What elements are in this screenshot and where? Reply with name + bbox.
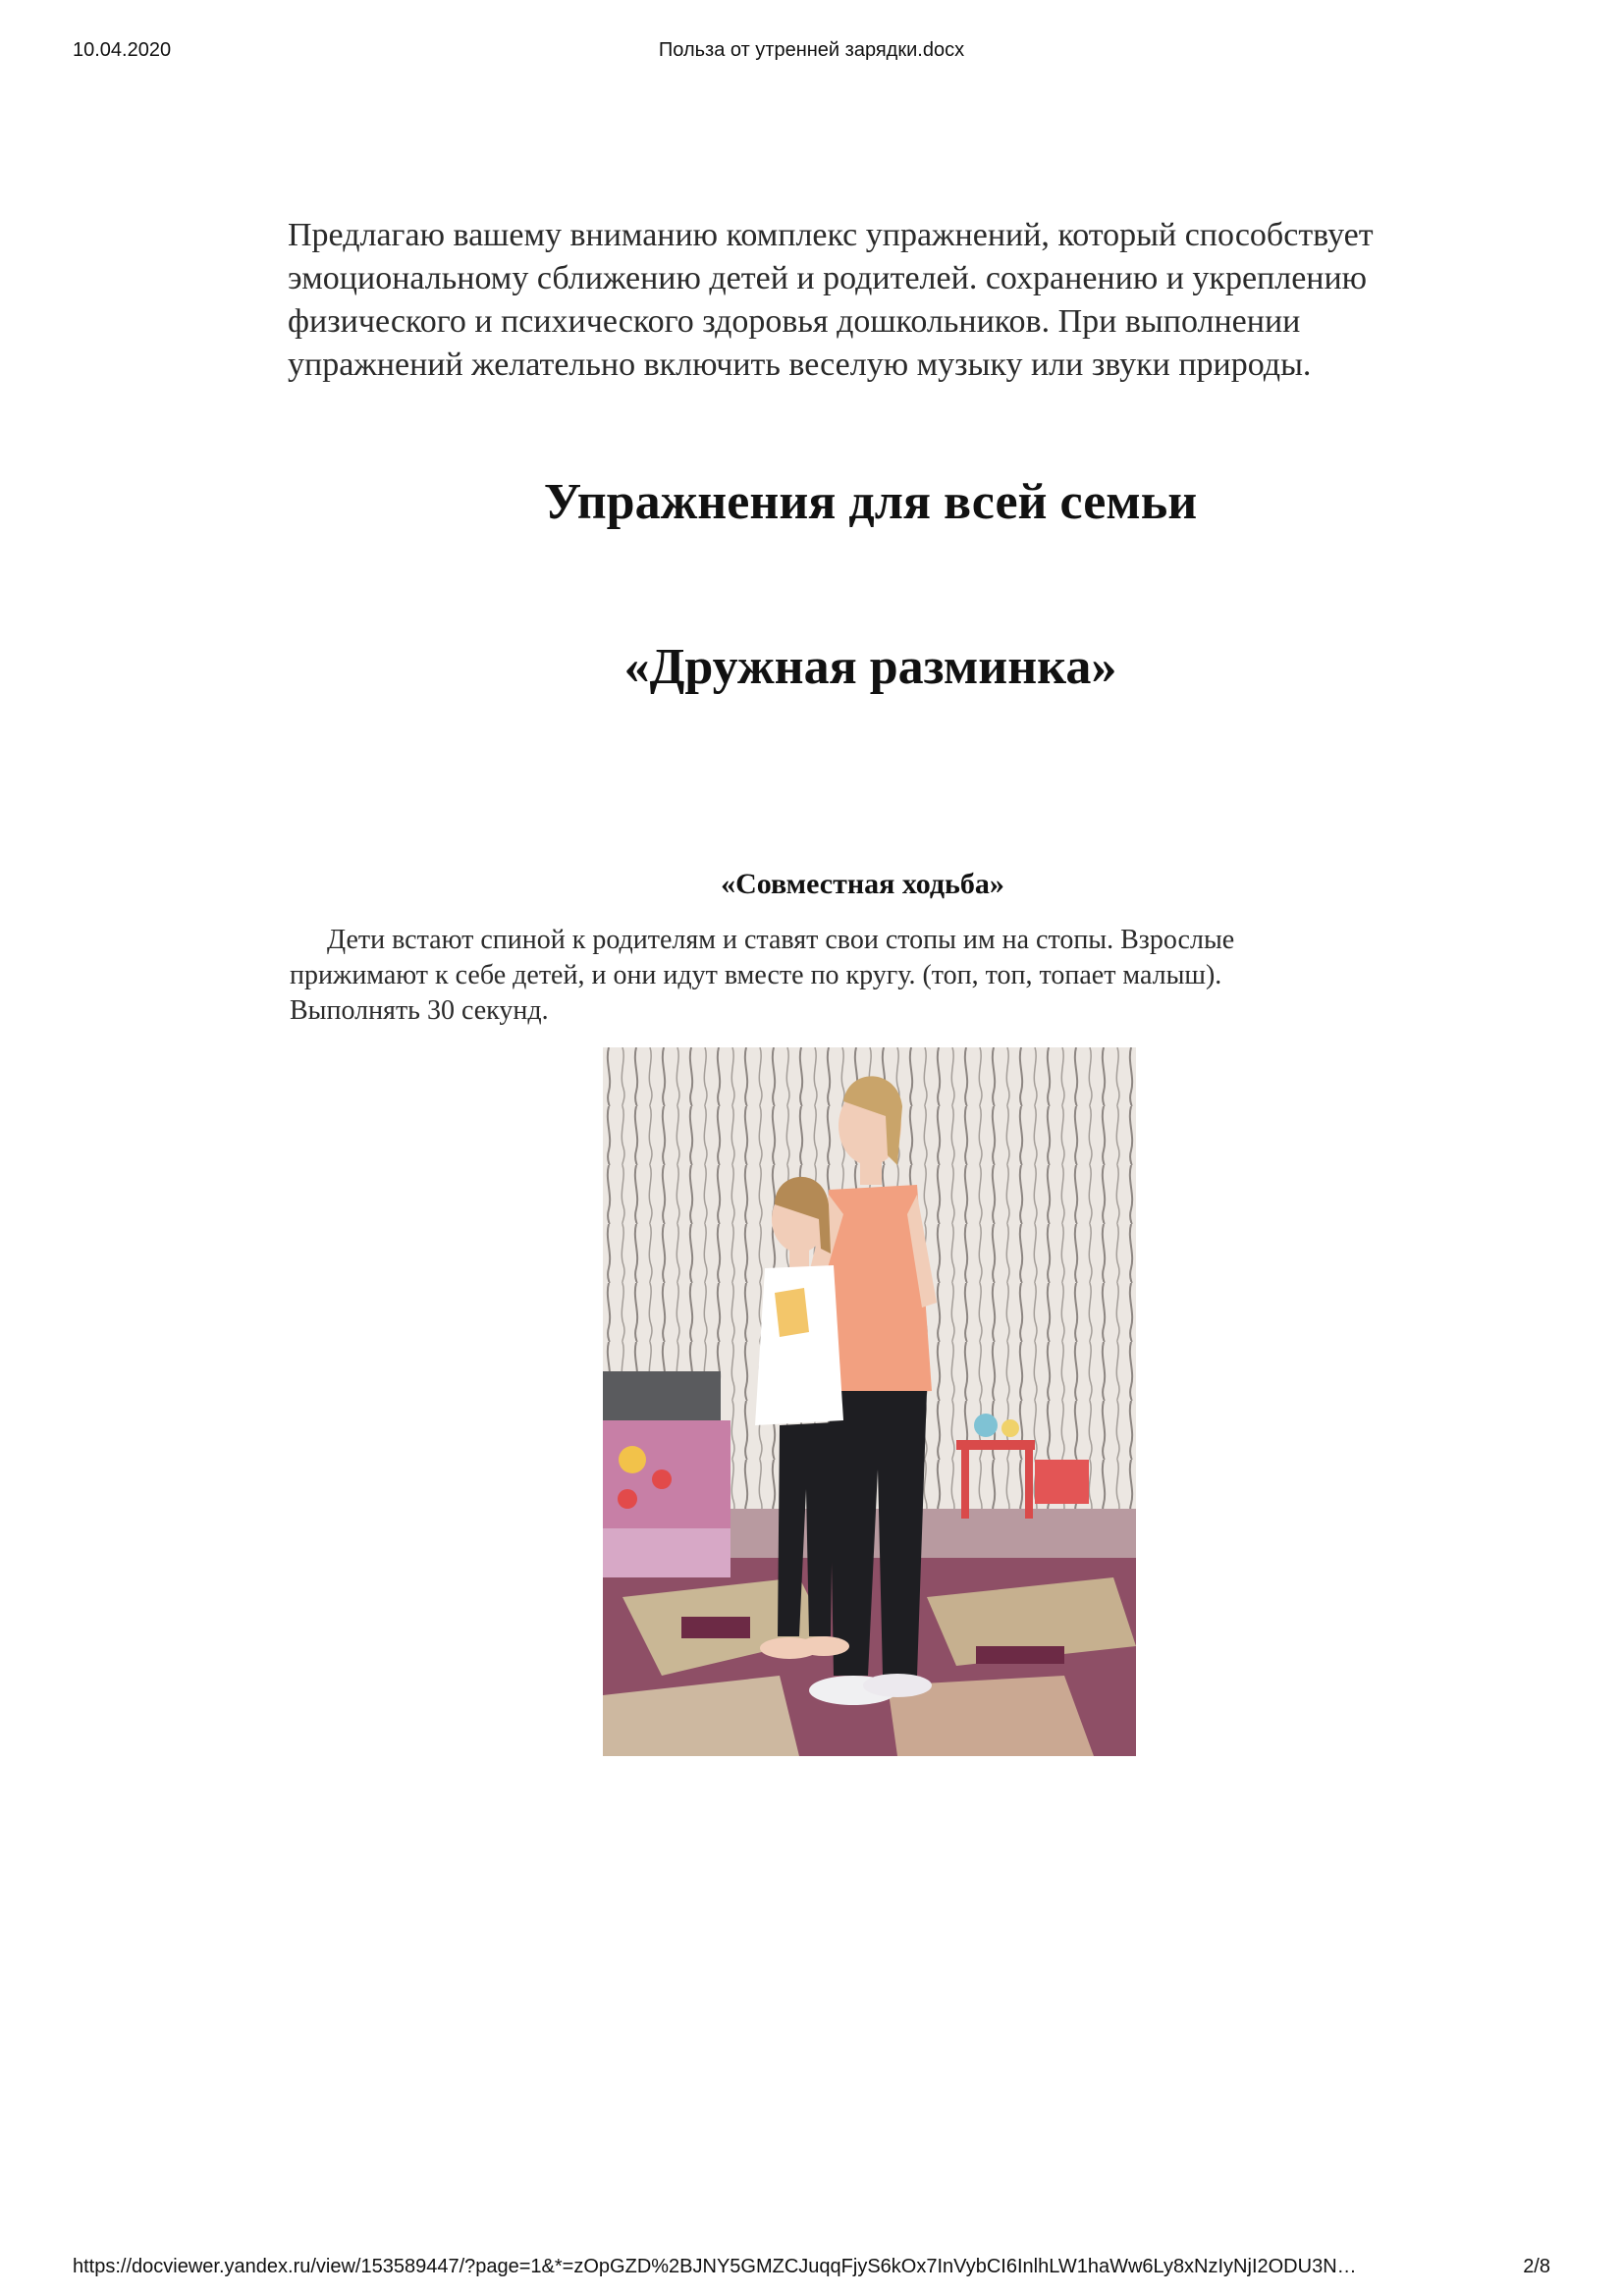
print-header (0, 39, 1623, 67)
page-url: https://docviewer.yandex.ru/view/153589447/?page=1&*=zOpGZD%2BJNY5GMZCJuqqFjyS6kOx7InVybCI6InlhLW1haWw6Ly8xNzIyNjI2ODU3N… (73, 2256, 1357, 2277)
exercise-line: Дети встают спиной к родителям и ставят свои стопы им на стопы. Взрослые (327, 925, 1235, 955)
exercise-line: Выполнять 30 секунд. (290, 995, 549, 1026)
photo-illustration (603, 1047, 1136, 1756)
print-footer (0, 2256, 1623, 2283)
intro-paragraph (288, 214, 1446, 387)
heading-main: Упражнения для всей семьи (543, 474, 1198, 530)
exercise-photo (603, 1047, 1136, 1756)
exercise-title: «Совместная ходьба» (721, 868, 1004, 900)
intro-line: упражнений желательно включить веселую музыку или звуки природы. (288, 347, 1312, 383)
print-date: 10.04.2020 (73, 39, 172, 61)
exercise-description (290, 923, 1350, 1029)
page-number: 2/8 (1523, 2256, 1550, 2277)
intro-line: физического и психического здоровья дошкольников. При выполнении (288, 303, 1301, 340)
intro-line: эмоциональному сближению детей и родителей. сохранению и укреплению (288, 260, 1368, 296)
intro-line: Предлагаю вашему вниманию комплекс упражнений, который способствует (288, 217, 1374, 253)
document-title: Польза от утренней зарядки.docx (658, 39, 965, 61)
exercise-line: прижимают к себе детей, и они идут вместе по кругу. (топ, топ, топает малыш). (290, 960, 1222, 990)
heading-sub: «Дружная разминка» (623, 639, 1117, 695)
